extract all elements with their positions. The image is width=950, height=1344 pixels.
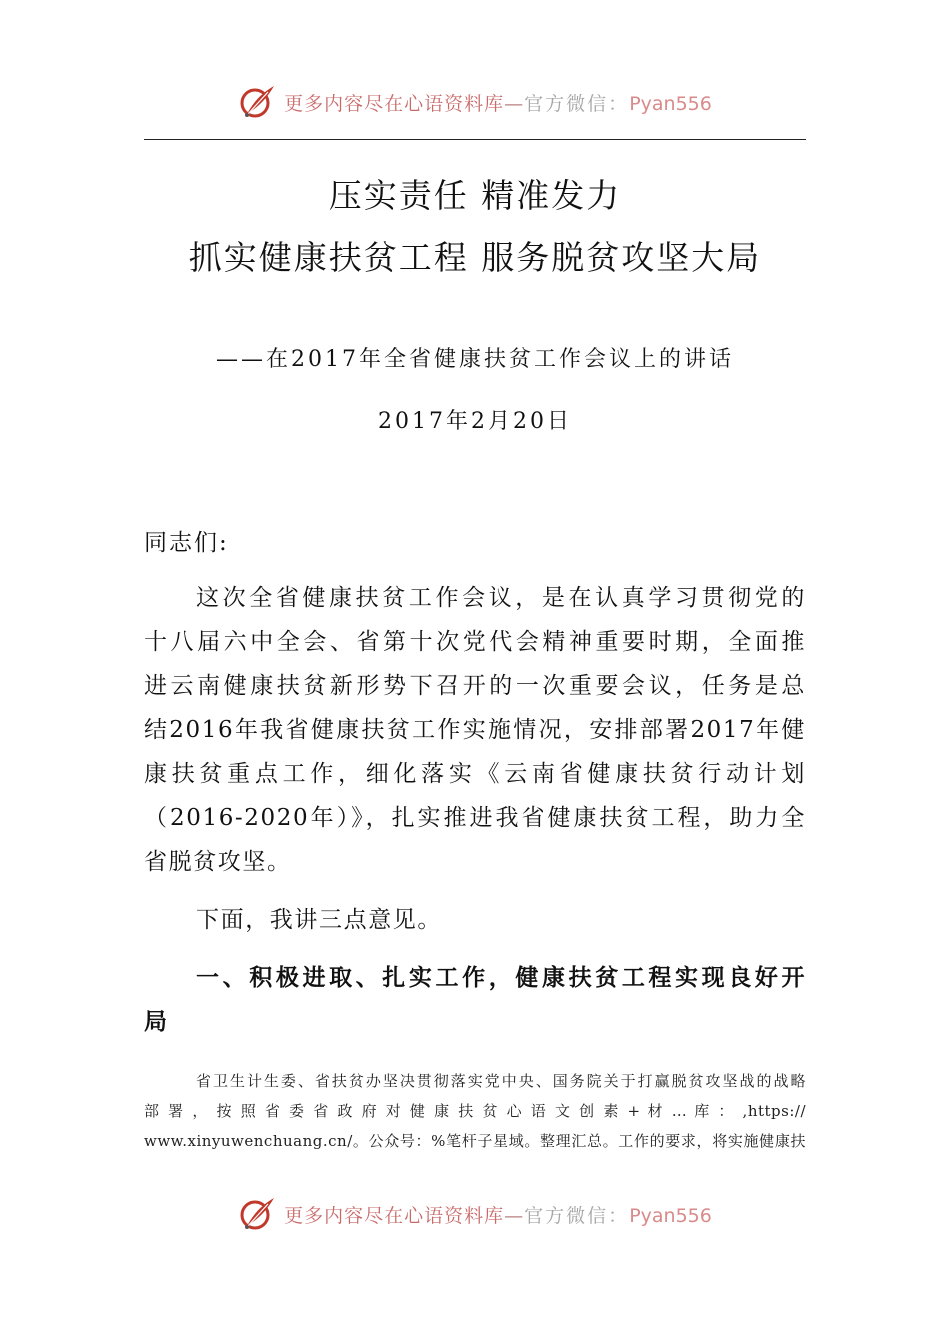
banner-text	[284, 89, 712, 116]
paragraph-1	[144, 576, 806, 884]
document-subtitle: ——在2017年全省健康扶贫工作会议上的讲话	[216, 347, 734, 372]
feather-pen-logo-icon	[238, 82, 278, 122]
heading-line: 一、积极进取、扎实工作，健康扶贫工程实现良好开	[196, 965, 806, 991]
header-divider	[144, 139, 806, 140]
paragraph-line: 十八届六中全会、省第十次党代会精神重要时期，全面推	[144, 629, 806, 655]
document-title-line2: 抓实健康扶贫工程 服务脱贫攻坚大局	[188, 238, 762, 277]
header-banner	[0, 80, 950, 124]
paragraph-line: 进云南健康扶贫新形势下召开的一次重要会议，任务是总	[144, 673, 806, 699]
paragraph-line: 这次全省健康扶贫工作会议，是在认真学习贯彻党的	[196, 585, 806, 611]
small-text-line: www.xinyuwenchuang.cn/。公众号：%笔杆子星域。整理汇总。工作的要求，将实施健康扶	[144, 1132, 806, 1150]
banner-slogan: 更多内容尽在心语资料库	[284, 92, 505, 115]
small-body-text	[144, 1066, 806, 1156]
paragraph-line: （2016-2020年）》，扎实推进我省健康扶贫工程，助力全	[144, 805, 806, 831]
footer-banner	[0, 1192, 950, 1236]
paragraph-line: 下面，我讲三点意见。	[196, 907, 442, 933]
document-date: 2017年2月20日	[378, 409, 572, 434]
banner-wechat-label: 官方微信：	[524, 1204, 630, 1227]
small-text-line: 部 署 ， 按 照 省 委 省 政 府 对 健 康 扶 贫 心 语 文 创 素 + 材 … 库 ： ,https://	[144, 1102, 806, 1120]
heading-line: 局	[144, 1009, 169, 1035]
feather-pen-logo-icon	[238, 1194, 278, 1234]
banner-slogan: 更多内容尽在心语资料库	[284, 1204, 505, 1227]
banner-wechat-id: Pyan556	[629, 1204, 712, 1227]
section-heading-1	[144, 956, 806, 1044]
paragraph-line: 康扶贫重点工作，细化落实《云南省健康扶贫行动计划	[144, 761, 806, 787]
banner-text	[284, 1201, 712, 1228]
greeting: 同志们:	[144, 530, 229, 556]
paragraph-line: 省脱贫攻坚。	[144, 849, 292, 875]
small-text-line: 省卫生计生委、省扶贫办坚决贯彻落实党中央、国务院关于打赢脱贫攻坚战的战略	[196, 1072, 806, 1090]
banner-wechat-id: Pyan556	[629, 92, 712, 115]
paragraph-line: 结2016年我省健康扶贫工作实施情况，安排部署2017年健	[144, 717, 806, 743]
paragraph-2	[144, 898, 806, 942]
banner-dash: —	[504, 1204, 525, 1227]
banner-wechat-label: 官方微信：	[524, 92, 630, 115]
banner-dash: —	[504, 92, 525, 115]
document-title-line1: 压实责任 精准发力	[328, 176, 622, 215]
